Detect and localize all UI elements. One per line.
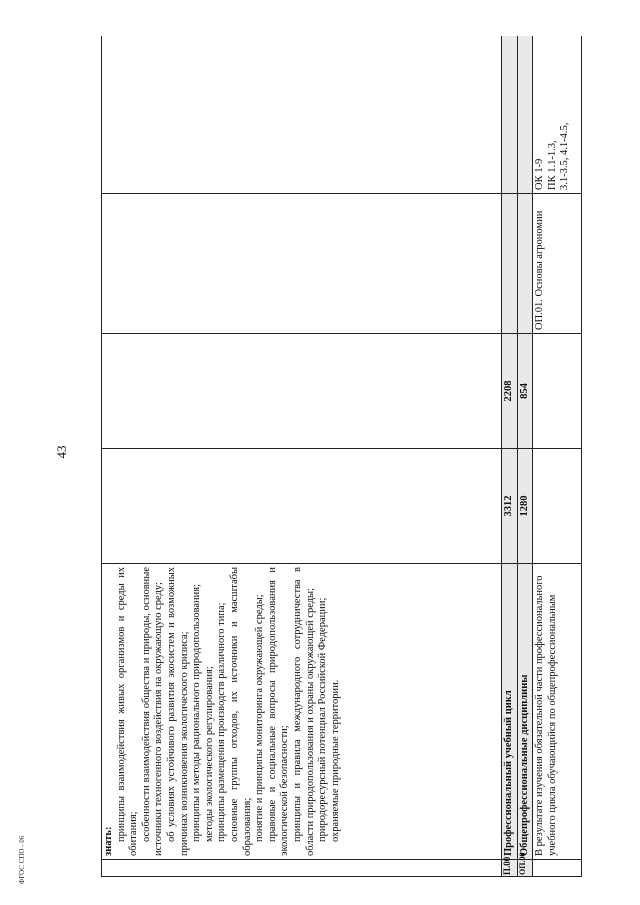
row-index: ОП.00	[517, 860, 533, 877]
index-cell-empty	[102, 860, 502, 877]
row-competence-empty	[517, 36, 533, 194]
competence-line: ПК 1.1-1.3,	[546, 140, 558, 190]
competence-line: ОК 1-9	[534, 158, 546, 190]
knowledge-item: правовые и социальные вопросы природопользования и экологической безопасности;	[266, 567, 291, 856]
table-row-op01	[533, 36, 582, 877]
row-hours: 2208	[502, 334, 518, 449]
page-number	[52, 442, 72, 462]
last-row-competences	[533, 36, 582, 194]
hours-cell-empty	[102, 334, 502, 449]
competence-cell-empty	[102, 36, 502, 194]
knowledge-item: основные группы отходов, их источники и масштабы образования;	[228, 567, 253, 856]
knowledge-cell	[102, 564, 502, 860]
last-row-hours-empty	[533, 334, 582, 449]
last-row-total-empty	[533, 449, 582, 564]
knowledge-item: охраняемые природные территории.	[329, 679, 341, 842]
knowledge-item: понятие и принципы мониторинга окружающей среды;	[254, 594, 266, 842]
footer-code: ФГОС СПО - 06	[18, 835, 26, 885]
row-index: П.00	[502, 860, 518, 877]
row-index-empty	[533, 860, 582, 877]
landscape-page	[101, 36, 582, 877]
document-table-area	[101, 36, 582, 877]
knowledge-item: особенности взаимодействия общества и природы, основные источники техногенного воздействия на окружающую среду;	[140, 567, 165, 856]
knowledge-item: природоресурсный потенциал Российской Федерации;	[317, 597, 329, 842]
page-number-text: 43	[54, 445, 69, 459]
knowledge-item: принципы размещения производств различного типа;	[216, 602, 228, 842]
discipline-cell-empty	[102, 194, 502, 334]
row-total: 3312	[502, 449, 518, 564]
knowledge-heading: знать:	[103, 826, 114, 856]
row-title: Профессиональный учебный цикл	[502, 564, 518, 860]
knowledge-item: принципы взаимодействия живых организмов и среды их обитания;	[115, 567, 140, 856]
last-row-description: В результате изучения обязательной части профессионального учебного цикла обучающийся по общепрофессиональным	[533, 564, 582, 860]
knowledge-item: методы экологического регулирования;	[203, 666, 215, 842]
knowledge-item: принципы и методы рационального природопользования;	[191, 583, 203, 842]
row-discipline-empty	[502, 194, 518, 334]
total-cell-empty	[102, 449, 502, 564]
knowledge-item: принципы и правила международного сотрудничества в области природопользования и охраны окружающей среды;	[291, 567, 316, 856]
row-competence-empty	[502, 36, 518, 194]
row-total: 1280	[517, 449, 533, 564]
last-row-discipline: ОП.01. Основы агрономии	[533, 194, 582, 334]
table-row-professional-cycle	[502, 36, 518, 877]
table-row-knowledge	[102, 36, 502, 877]
row-title: Общепрофессиональные дисциплины	[517, 564, 533, 860]
knowledge-item: об условиях устойчивого развития экосистем и возможных причинах возникновения экологического кризиса;	[165, 567, 190, 856]
row-discipline-empty	[517, 194, 533, 334]
competence-line: 3.1-3.5, 4.1-4.5,	[559, 122, 571, 190]
table-row-general-disciplines	[517, 36, 533, 877]
row-hours: 854	[517, 334, 533, 449]
curriculum-table	[101, 36, 582, 877]
